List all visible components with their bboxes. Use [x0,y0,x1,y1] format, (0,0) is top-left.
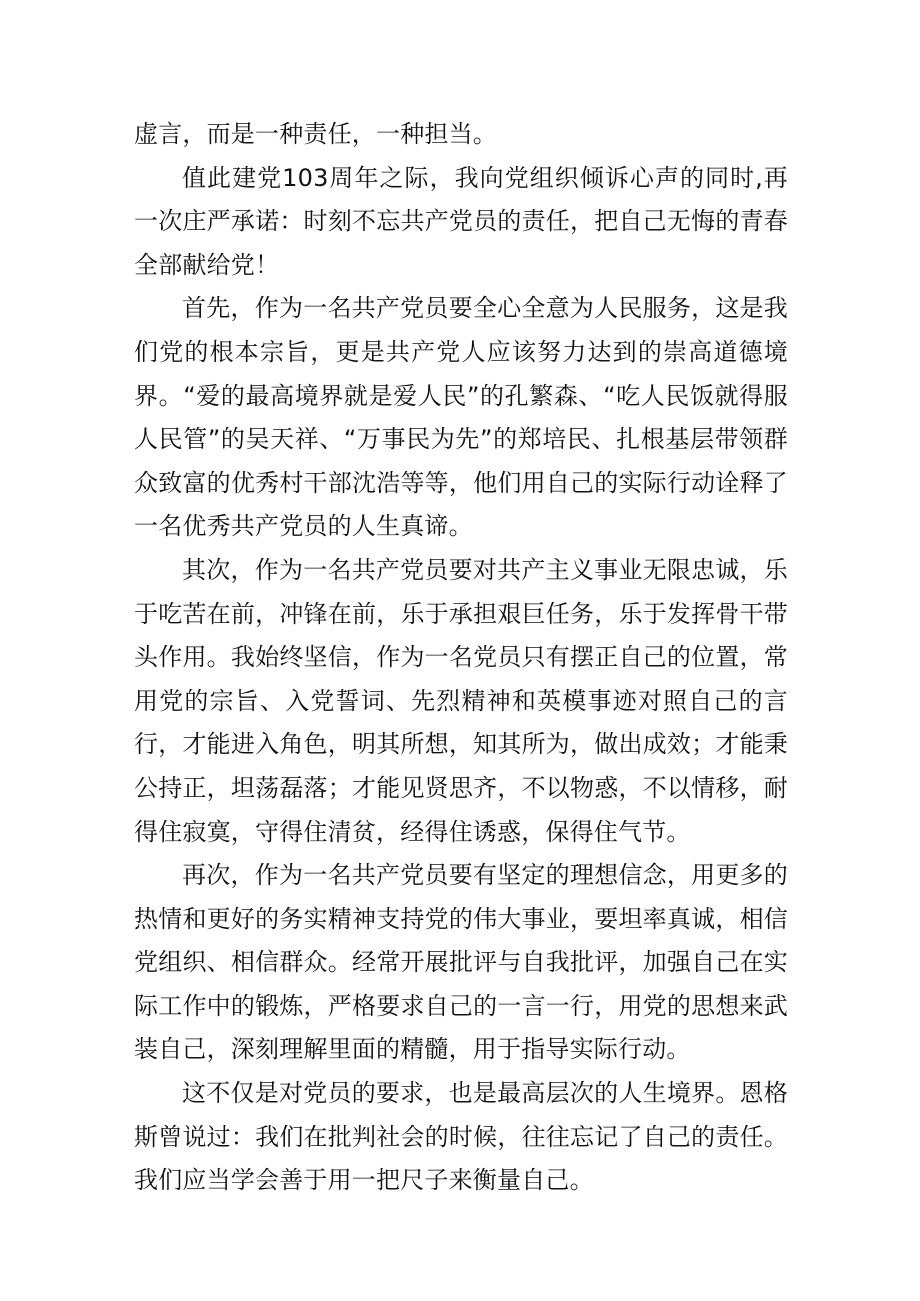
paragraph-conclusion: 这不仅是对党员的要求，也是最高层次的人生境界。恩格斯曾说过：我们在批判社会的时候，往往忘记了自己的责任。我们应当学会善于用一把尺子来衡量自己。 [134,1079,788,1195]
paragraph-ideals: 再次，作为一名共产党员要有坚定的理想信念，用更多的热情和更好的务实精神支持党的伟大事业，要坦率真诚，相信党组织、相信群众。经常开展批评与自我批评，加强自己在实际工作中的锻炼，严格要求自己的一言一行，用党的思想来武装自己，深刻理解里面的精髓，用于指导实际行动。 [134,861,788,1064]
paragraph-loyalty: 其次，作为一名共产党员要对共产主义事业无限忠诚，乐于吃苦在前，冲锋在前，乐于承担艰巨任务，乐于发挥骨干带头作用。我始终坚信，作为一名党员只有摆正自己的位置，常用党的宗旨、入党誓词、先烈精神和英模事迹对照自己的言行，才能进入角色，明其所想，知其所为，做出成效；才能秉公持正，坦荡磊落；才能见贤思齐，不以物惑，不以情移，耐得住寂寞，守得住清贫，经得住诱惑，保得住气节。 [134,555,788,846]
document-body [134,113,788,1203]
paragraph-continuation: 虚言，而是一种责任，一种担当。 [134,120,497,148]
paragraph-anniversary-pledge: 值此建党103周年之际，我向党组织倾诉心声的同时,再一次庄严承诺：时刻不忘共产党员的责任，把自己无悔的青春全部献给党！ [134,163,788,279]
paragraph-serve-people: 首先，作为一名共产党员要全心全意为人民服务，这是我们党的根本宗旨，更是共产党人应该努力达到的崇高道德境界。“爱的最高境界就是爱人民”的孔繁森、“吃人民饭就得服人民管”的吴天祥、“万事民为先”的郑培民、扎根基层带领群众致富的优秀村干部沈浩等等，他们用自己的实际行动诠释了一名优秀共产党员的人生真谛。 [134,294,788,541]
